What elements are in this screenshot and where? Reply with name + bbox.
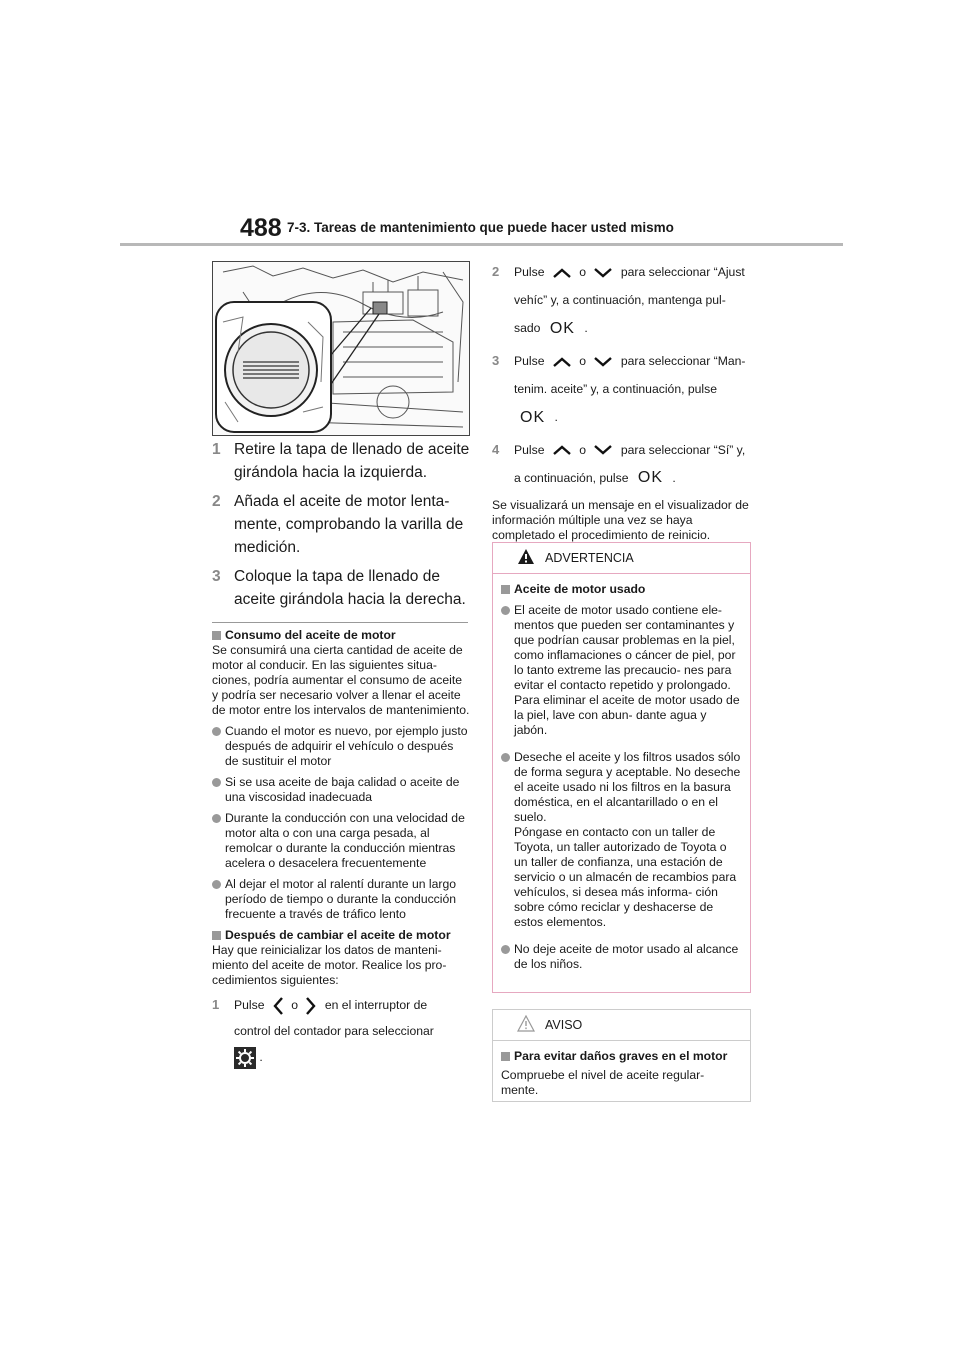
bullet-text: Si se usa aceite de baja calidad o aceite de una viscosidad inadecuada	[225, 775, 460, 804]
oil-consumption-section	[212, 628, 470, 1070]
step-text: para seleccionar “Man-	[620, 353, 746, 368]
ok-icon: OK	[520, 408, 546, 426]
bullet-text: Póngase en contacto con un taller de Toyota, un taller autorizado de Toyota o un taller de confianza, una estación de servicio o un almacén de recambios para vehículos, si desea más informa- ción sobre cómo reciclar y deshacerse de estos elementos.	[514, 825, 737, 929]
caution-subheading	[501, 1049, 742, 1064]
chevron-down-icon	[593, 444, 613, 456]
chevron-down-icon	[593, 267, 613, 279]
reset-closing-text: Se visualizará un mensaje en el visualizador de información múltiple una vez se haya completado el procedimiento de reinicio.	[492, 498, 749, 543]
circle-bullet-icon	[501, 945, 510, 954]
step-text: en el interruptor de	[324, 998, 428, 1012]
step-text: vehíc” y, a continuación, mantenga pul-	[514, 293, 726, 307]
bullet-text: Deseche el aceite y los filtros usados sólo de forma segura y aceptable. No deseche el aceite usado ni los filtros en la basura doméstica, en el alcantarillado o en el suelo.	[514, 750, 741, 824]
step-text: control del contador para seleccionar	[234, 1024, 434, 1038]
section-title: 7-3. Tareas de mantenimiento que puede hacer usted mismo	[287, 220, 674, 235]
bullet-text: El aceite de motor usado contiene ele- mentos que pueden ser contaminantes y que podrían causar problemas en la piel, como inflamaciones o cáncer de piel, por lo tanto extreme las precaucio- nes para evitar el contacto repetido y prolongado. Para eliminar el aceite de motor usado de la piel, lave con abun- dante agua y jabón.	[514, 603, 740, 737]
caution-text: Compruebe el nivel de aceite regular- mente.	[501, 1068, 705, 1097]
chevron-up-icon	[552, 356, 572, 368]
subheading-text: Aceite de motor usado	[514, 582, 646, 596]
subheading-after-change	[212, 928, 470, 943]
step-number: 1	[212, 441, 221, 458]
reset-step-1	[212, 992, 470, 1070]
step-text: .	[259, 1050, 263, 1064]
step-text: Pulse	[514, 265, 545, 279]
warning-box	[492, 542, 751, 993]
gear-icon	[234, 1047, 256, 1069]
warning-body	[493, 574, 750, 972]
consumption-intro: Se consumirá una cierta cantidad de aceite de motor al conducir. En las siguientes situa- ciones, podría aumentar el consumo de aceite y podría ser necesario volver a llenar el aceite de motor entre los intervalos de mantenimiento.	[212, 643, 470, 717]
circle-bullet-icon	[212, 880, 221, 889]
list-item	[501, 750, 742, 930]
step-number: 2	[212, 493, 221, 510]
step-text: Pulse	[234, 998, 265, 1012]
step-text: a continuación, pulse	[514, 470, 629, 485]
step-text: Retire la tapa de llenado de aceite girándola hacia la izquierda.	[234, 441, 470, 481]
big-step-1	[212, 438, 474, 484]
square-bullet-icon	[501, 585, 510, 594]
step-text: para seleccionar “Ajust	[620, 265, 745, 279]
caution-label: AVISO	[545, 1018, 583, 1032]
step-number: 3	[492, 352, 500, 368]
list-item	[212, 724, 470, 769]
step-text: .	[554, 409, 558, 424]
square-bullet-icon	[501, 1052, 510, 1061]
circle-bullet-icon	[212, 727, 221, 736]
step-text: .	[584, 321, 588, 335]
step-text: tenim. aceite” y, a continuación, pulse	[514, 381, 718, 396]
list-item	[212, 775, 470, 805]
step-text: Coloque la tapa de llenado de aceite girándola hacia la derecha.	[234, 568, 466, 608]
reset-step-4	[492, 436, 754, 493]
warning-subheading	[501, 582, 742, 597]
circle-bullet-icon	[212, 814, 221, 823]
square-bullet-icon	[212, 931, 221, 940]
big-step-3	[212, 565, 474, 611]
bullet-text: Al dejar el motor al ralentí durante un largo período de tiempo o durante la conducción frecuente a través de tráfico lento	[225, 877, 457, 921]
step-text: o	[579, 442, 587, 457]
subheading-text: Después de cambiar el aceite de motor	[225, 928, 451, 942]
warning-triangle-icon	[517, 548, 535, 565]
step-text: .	[672, 470, 676, 485]
list-item	[212, 877, 470, 922]
caution-header	[493, 1010, 750, 1041]
step-text: Pulse	[514, 353, 545, 368]
list-item	[501, 942, 742, 972]
step-number: 2	[492, 264, 500, 279]
caution-triangle-icon	[517, 1015, 535, 1032]
list-item	[212, 811, 470, 871]
step-text: para seleccionar “Sí” y,	[620, 442, 746, 457]
circle-bullet-icon	[212, 778, 221, 787]
subheading-consumption	[212, 628, 470, 643]
section-divider	[212, 622, 468, 623]
step-text: Pulse	[514, 442, 545, 457]
step-text: o	[579, 353, 587, 368]
reset-steps-continued	[492, 258, 754, 543]
warning-header	[493, 543, 750, 574]
chevron-up-icon	[552, 444, 572, 456]
ok-icon: OK	[549, 319, 575, 337]
circle-bullet-icon	[501, 606, 510, 615]
caution-box	[492, 1009, 751, 1102]
list-item	[501, 603, 742, 738]
chevron-left-icon	[272, 996, 284, 1016]
caution-body	[493, 1041, 750, 1098]
bullet-text: Cuando el motor es nuevo, por ejemplo justo después de adquirir el vehículo o después de sustituir el motor	[225, 724, 468, 768]
bullet-text: Durante la conducción con una velocidad de motor alta o con una carga pesada, al remolcar o durante la conducción mientras acelera o desacelera frecuentemente	[225, 811, 465, 870]
chevron-down-icon	[593, 356, 613, 368]
big-step-2	[212, 490, 474, 559]
filler-cap-steps	[212, 438, 474, 617]
subheading-text: Consumo del aceite de motor	[225, 628, 396, 642]
reset-step-2	[492, 258, 754, 343]
engine-oil-filler-cap-illustration	[212, 261, 470, 436]
step-number: 1	[212, 997, 220, 1012]
page-number: 488	[240, 214, 282, 242]
ok-icon: OK	[637, 469, 664, 487]
step-number: 3	[212, 568, 221, 585]
step-number: 4	[492, 441, 500, 457]
step-text: sado	[514, 321, 541, 335]
bullet-text: No deje aceite de motor usado al alcance de los niños.	[514, 942, 739, 971]
step-text: Añada el aceite de motor lenta- mente, comprobando la varilla de medición.	[234, 493, 464, 556]
chevron-right-icon	[305, 996, 317, 1016]
circle-bullet-icon	[501, 753, 510, 762]
step-text: o	[579, 265, 587, 279]
warning-label: ADVERTENCIA	[545, 551, 634, 565]
step-text: o	[291, 998, 299, 1012]
engine-bay-drawing	[213, 262, 469, 435]
after-change-intro: Hay que reinicializar los datos de manteni- miento del aceite de motor. Realice los pro- cedimientos siguientes:	[212, 943, 447, 987]
square-bullet-icon	[212, 631, 221, 640]
header-rule	[120, 243, 843, 246]
subheading-text: Para evitar daños graves en el motor	[514, 1049, 728, 1063]
reset-step-3	[492, 347, 754, 432]
chevron-up-icon	[552, 267, 572, 279]
